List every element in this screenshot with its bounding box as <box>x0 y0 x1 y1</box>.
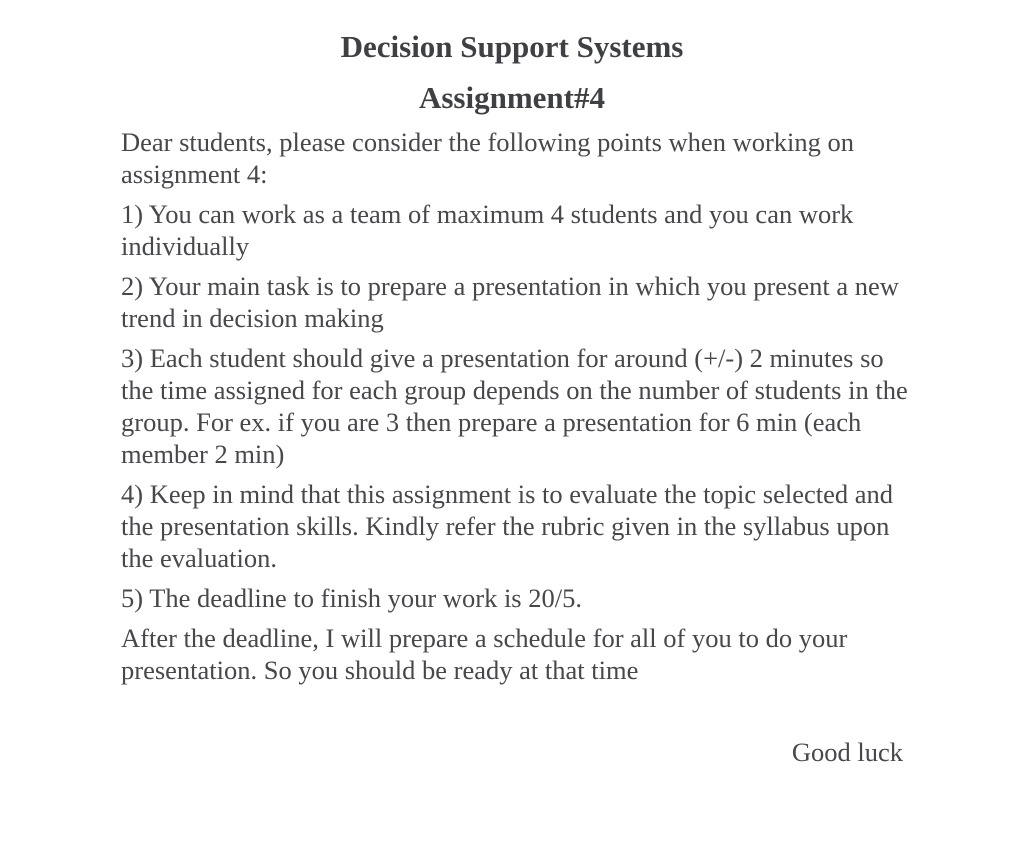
closing-paragraph: After the deadline, I will prepare a schedule for all of you to do your presentation. So you should be ready at that time <box>121 623 848 685</box>
intro-paragraph: Dear students, please consider the following points when working on assignment 4: <box>121 127 855 189</box>
document-title: Decision Support Systems <box>340 29 684 64</box>
point-4: 4) Keep in mind that this assignment is to evaluate the topic selected and the presentation skills. Kindly refer the rubric given in the syllabus upon the evaluation. <box>121 479 893 573</box>
point-5: 5) The deadline to finish your work is 20/5. <box>121 583 582 613</box>
point-1: 1) You can work as a team of maximum 4 students and you can work individually <box>121 199 854 261</box>
signoff: Good luck <box>791 737 903 767</box>
document-body <box>121 126 911 694</box>
document-subtitle: Assignment#4 <box>418 80 605 115</box>
point-3: 3) Each student should give a presentation for around (+/-) 2 minutes so the time assigned for each group depends on the number of students in the group. For ex. if you are 3 then prepare a presentation for 6 min (each member 2 min) <box>121 343 908 469</box>
point-2: 2) Your main task is to prepare a presentation in which you present a new trend in decision making <box>121 271 899 333</box>
